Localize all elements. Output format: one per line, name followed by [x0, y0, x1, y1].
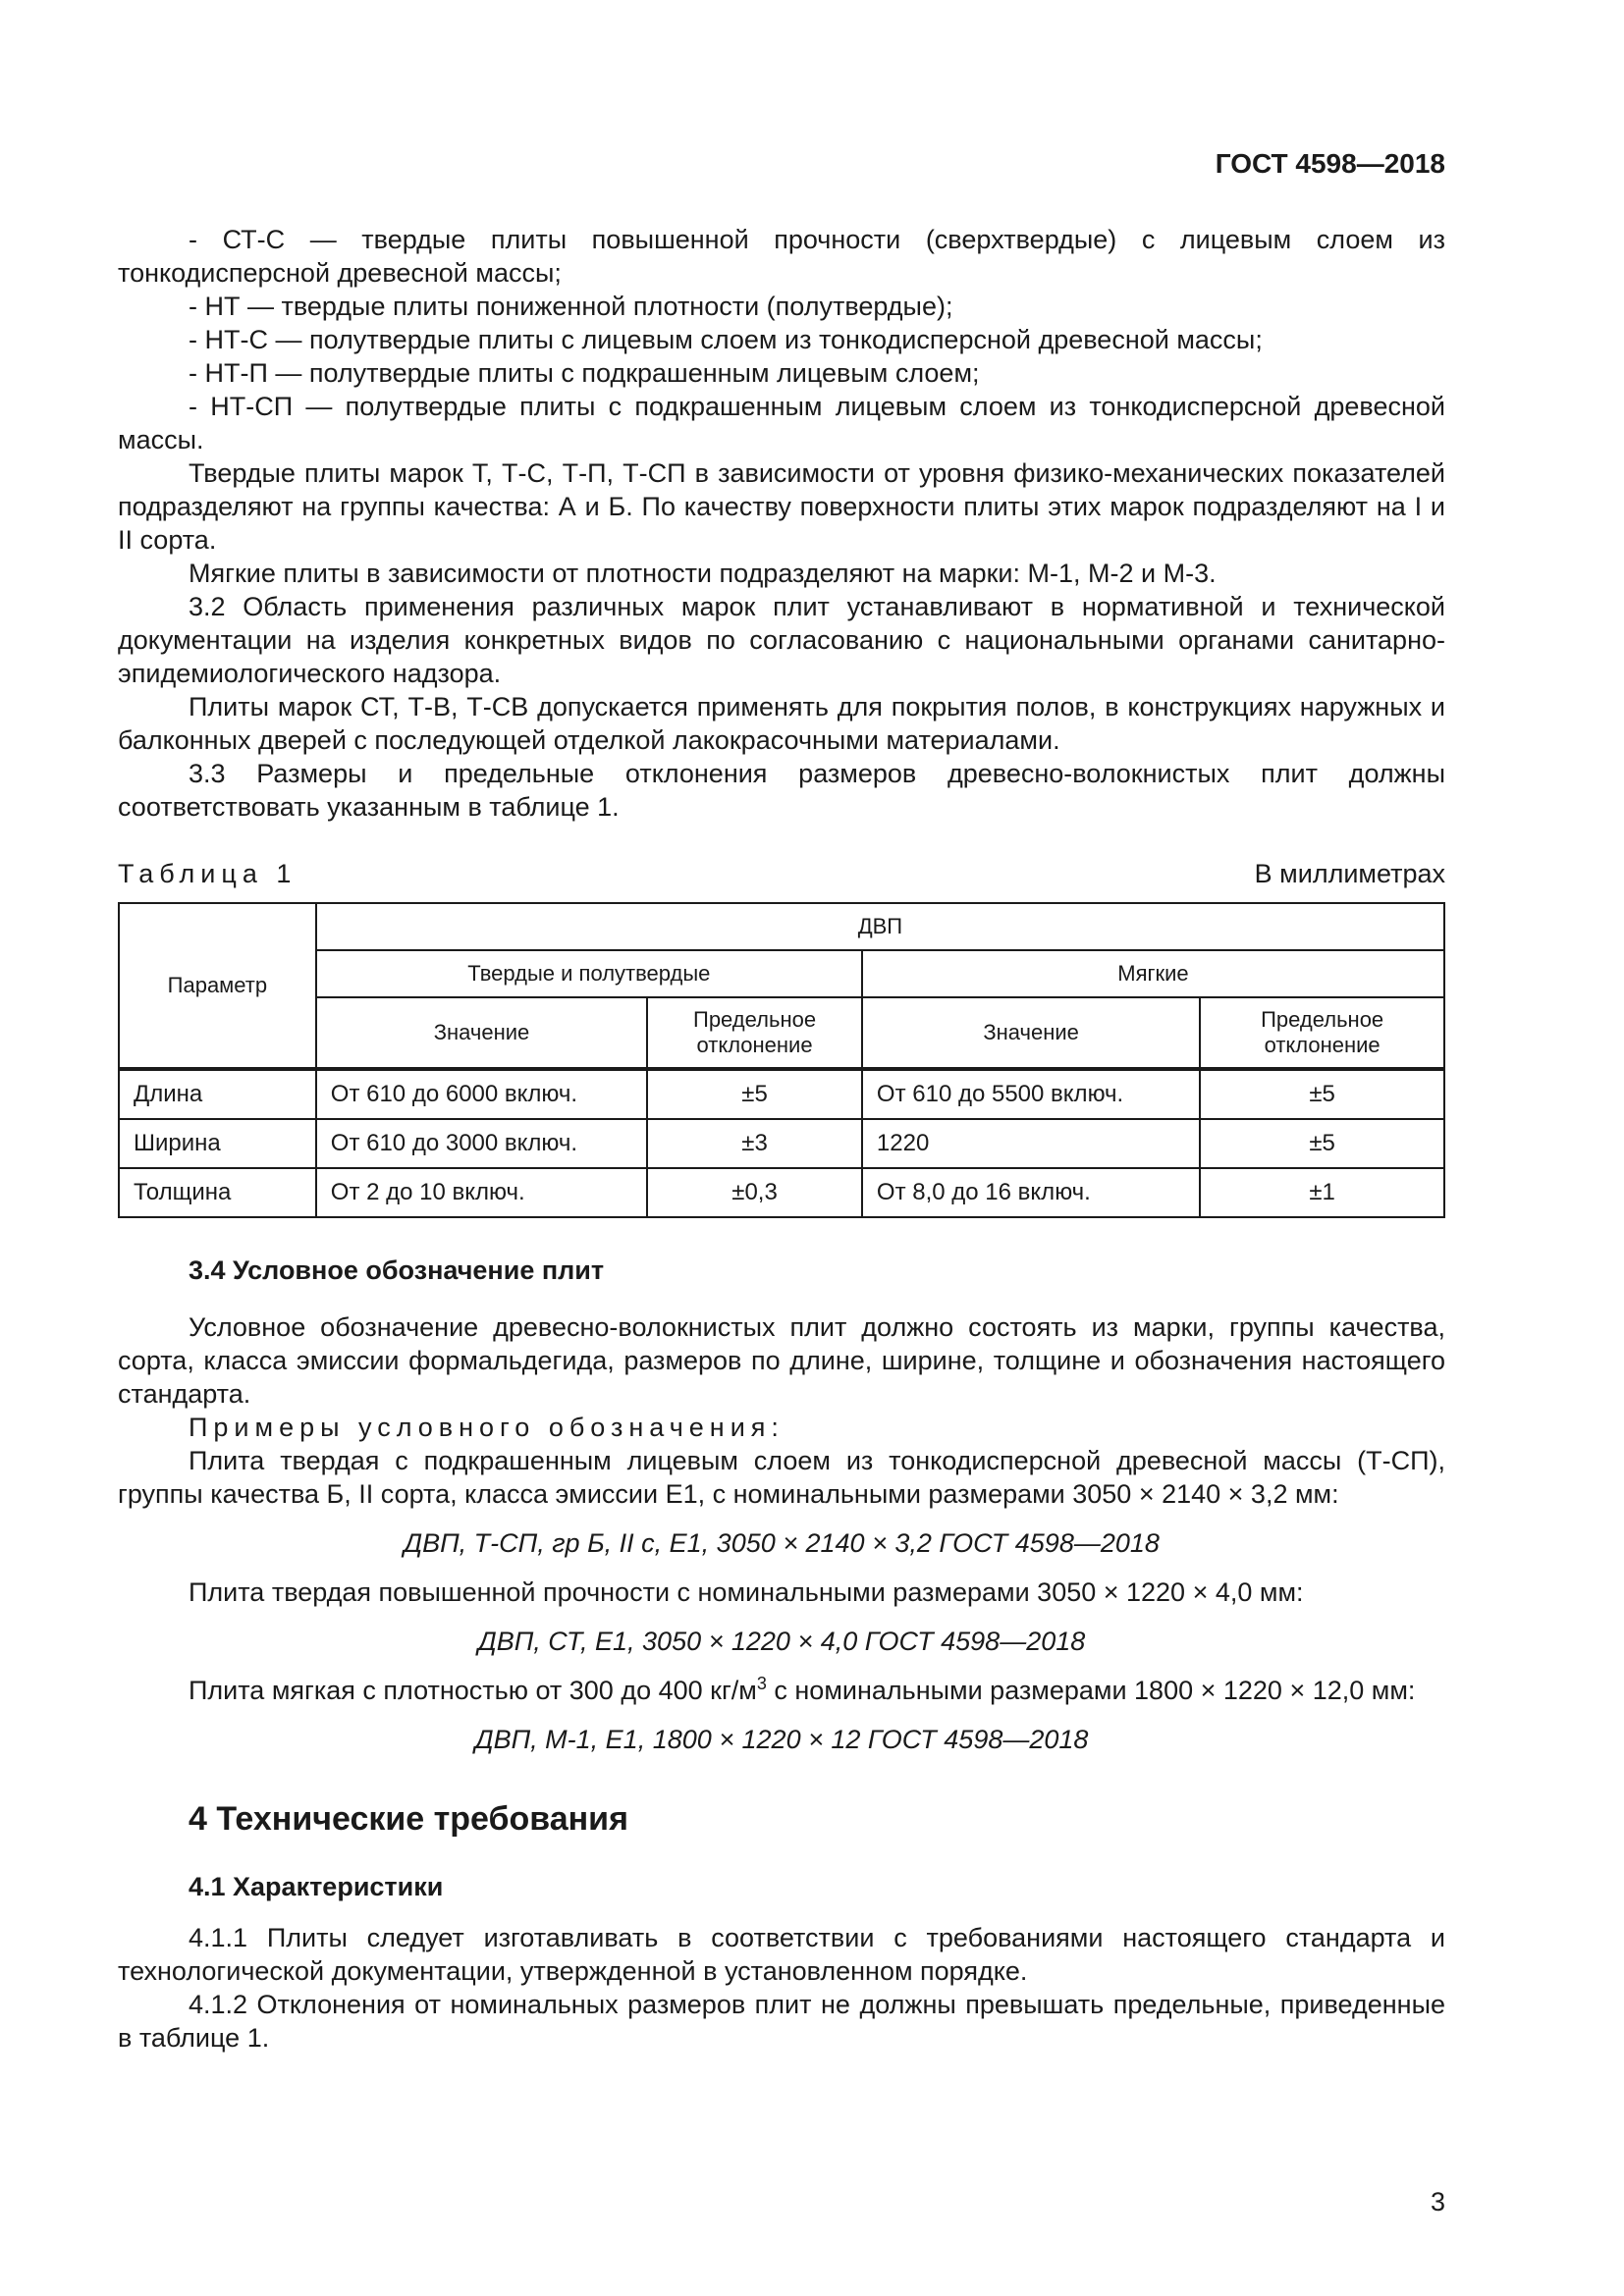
cell-hard-value: От 2 до 10 включ. [316, 1168, 647, 1217]
example-3-text-a: Плита мягкая с плотностью от 300 до 400 кг/м [189, 1676, 757, 1705]
header-hard-deviation: Предельное отклонение [647, 997, 862, 1069]
section-4-1-title: 4.1 Характеристики [189, 1872, 444, 1901]
table-caption: Таблица 1 [118, 859, 298, 888]
paragraph-4-1-1: 4.1.1 Плиты следует изготавливать в соответствии с требованиями настоящего стандарта и технологической документации, утвержденной в установленном порядке. [118, 1923, 1445, 1986]
cell-soft-value: От 8,0 до 16 включ. [862, 1168, 1200, 1217]
table-units: В миллиметрах [1254, 859, 1445, 888]
cell-hard-deviation: ±5 [647, 1069, 862, 1119]
cell-param: Толщина [119, 1168, 316, 1217]
table-caption-row [118, 857, 1445, 890]
example-1-formula: ДВП, Т-СП, гр Б, II с, Е1, 3050 × 2140 × 3,2 ГОСТ 4598—2018 [404, 1528, 1160, 1558]
paragraph-usage: Плиты марок СТ, Т-В, Т-СВ допускается применять для покрытия полов, в конструкциях наружных и балконных дверей с последующей отделкой лакокрасочными материалами. [118, 692, 1445, 755]
cell-param: Ширина [119, 1119, 316, 1168]
cell-param: Длина [119, 1069, 316, 1119]
header-soft-deviation: Предельное отклонение [1200, 997, 1444, 1069]
paragraph-hard-groups: Твердые плиты марок Т, Т-С, Т-П, Т-СП в зависимости от уровня физико-механических показателей подразделяют на группы качества: А и Б. По качеству поверхности плиты этих марок подразделяют на I и II сорта. [118, 458, 1445, 555]
list-item-nt: - НТ — твердые плиты пониженной плотности (полутвердые); [189, 292, 953, 321]
table-row [119, 1168, 1444, 1217]
header-parameter: Параметр [119, 903, 316, 1069]
header-hard: Твердые и полутвердые [316, 950, 862, 997]
paragraph-3-2: 3.2 Область применения различных марок плит устанавливают в нормативной и технической документации на изделия конкретных видов по согласованию с национальными органами санитарно-эпидемиологического надзора. [118, 592, 1445, 688]
header-hard-value: Значение [316, 997, 647, 1069]
section-4-title: 4 Технические требования [189, 1800, 628, 1838]
list-item-st-s: - СТ-С — твердые плиты повышенной прочности (сверхтвердые) с лицевым слоем из тонкодисперсной древесной массы; [118, 225, 1445, 288]
paragraph-4-1-2: 4.1.2 Отклонения от номинальных размеров плит не должны превышать предельные, приведенные в таблице 1. [118, 1990, 1445, 2053]
cell-hard-value: От 610 до 6000 включ. [316, 1069, 647, 1119]
cell-soft-deviation: ±5 [1200, 1069, 1444, 1119]
section-3-4-title: 3.4 Условное обозначение плит [189, 1255, 605, 1285]
header-dvp: ДВП [316, 903, 1444, 950]
paragraph-designation: Условное обозначение древесно-волокнистых плит должно состоять из марки, группы качества, сорта, класса эмиссии формальдегида, размеров по длине, ширине, толщине и обозначения настоящего стандарта. [118, 1312, 1445, 1409]
cell-soft-value: От 610 до 5500 включ. [862, 1069, 1200, 1119]
list-item-nt-p: - НТ-П — полутвердые плиты с подкрашенным лицевым слоем; [189, 358, 980, 388]
page-number: 3 [1430, 2187, 1445, 2216]
cell-soft-deviation: ±5 [1200, 1119, 1444, 1168]
example-3-formula: ДВП, М-1, Е1, 1800 × 1220 × 12 ГОСТ 4598—2018 [474, 1725, 1089, 1754]
cell-soft-deviation: ±1 [1200, 1168, 1444, 1217]
table-row [119, 1119, 1444, 1168]
cell-hard-deviation: ±0,3 [647, 1168, 862, 1217]
table-row [119, 1069, 1444, 1119]
header-soft-value: Значение [862, 997, 1200, 1069]
examples-heading: Примеры условного обозначения: [189, 1413, 785, 1442]
paragraph-3-3: 3.3 Размеры и предельные отклонения размеров древесно-волокнистых плит должны соответствовать указанным в таблице 1. [118, 759, 1445, 822]
superscript-3: 3 [756, 1674, 767, 1693]
cell-hard-deviation: ±3 [647, 1119, 862, 1168]
header-soft: Мягкие [862, 950, 1444, 997]
dimensions-table [118, 902, 1445, 1218]
page-body [118, 223, 1445, 2055]
cell-hard-value: От 610 до 3000 включ. [316, 1119, 647, 1168]
cell-soft-value: 1220 [862, 1119, 1200, 1168]
list-item-nt-s: - НТ-С — полутвердые плиты с лицевым слоем из тонкодисперсной древесной массы; [189, 325, 1263, 354]
example-2-formula: ДВП, СТ, Е1, 3050 × 1220 × 4,0 ГОСТ 4598—2018 [477, 1627, 1086, 1656]
example-2-text: Плита твердая повышенной прочности с номинальными размерами 3050 × 1220 × 4,0 мм: [189, 1577, 1304, 1607]
example-3-text-b: с номинальными размерами 1800 × 1220 × 12,0 мм: [766, 1676, 1416, 1705]
list-item-nt-sp: - НТ-СП — полутвердые плиты с подкрашенным лицевым слоем из тонкодисперсной древесной массы. [118, 392, 1445, 454]
example-3-text [118, 1674, 1445, 1707]
paragraph-soft-grades: Мягкие плиты в зависимости от плотности подразделяют на марки: М-1, М-2 и М-3. [189, 559, 1217, 588]
example-1-text: Плита твердая с подкрашенным лицевым слоем из тонкодисперсной древесной массы (Т-СП), группы качества Б, II сорта, класса эмиссии Е1, с номинальными размерами 3050 × 2140 × 3,2 мм: [118, 1446, 1445, 1509]
document-header: ГОСТ 4598—2018 [1215, 148, 1445, 179]
